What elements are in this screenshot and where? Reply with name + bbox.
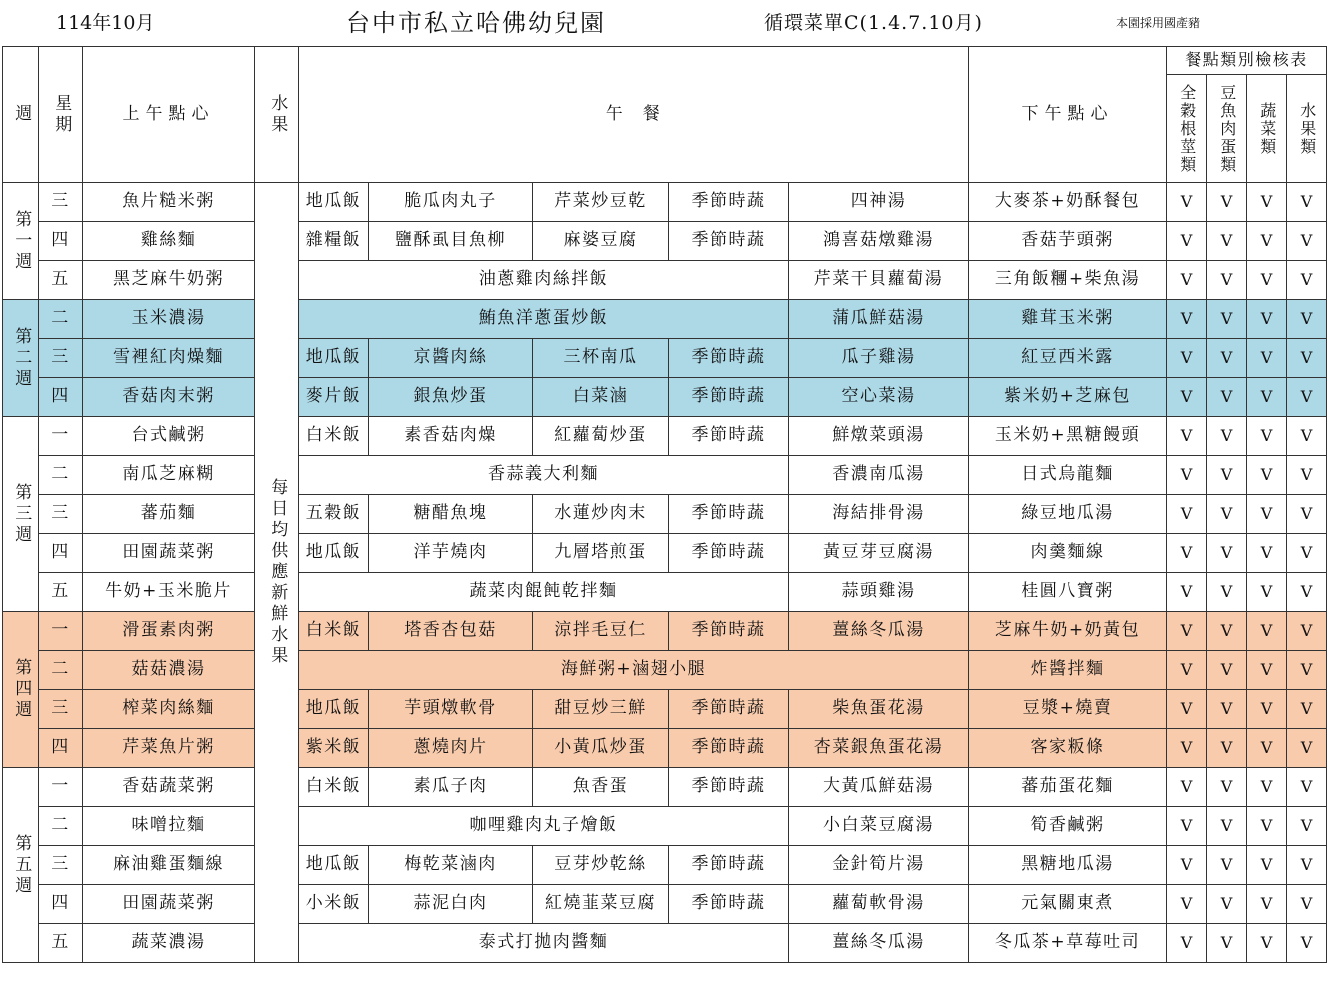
check-mark-cell: V — [1287, 456, 1327, 495]
soup-cell: 金針筍片湯 — [789, 846, 969, 885]
am-snack-cell: 牛奶+玉米脆片 — [83, 573, 255, 612]
check-mark-cell: V — [1207, 690, 1247, 729]
lunch-dish-cell: 麻婆豆腐 — [533, 222, 669, 261]
lunch-dish-cell: 季節時蔬 — [669, 690, 789, 729]
lunch-dish-cell: 芹菜炒豆乾 — [533, 183, 669, 222]
lunch-dish-cell: 蒜泥白肉 — [369, 885, 533, 924]
check-mark-cell: V — [1287, 378, 1327, 417]
am-snack-cell: 芹菜魚片粥 — [83, 729, 255, 768]
day-cell: 三 — [39, 495, 83, 534]
lunch-dish-cell: 脆瓜肉丸子 — [369, 183, 533, 222]
am-snack-cell: 南瓜芝麻糊 — [83, 456, 255, 495]
sheet-header — [0, 0, 1331, 46]
check-mark-cell: V — [1287, 261, 1327, 300]
lunch-dish-cell: 白米飯 — [299, 612, 369, 651]
check-mark-cell: V — [1207, 924, 1247, 963]
lunch-dish-cell: 季節時蔬 — [669, 378, 789, 417]
lunch-dish-cell: 季節時蔬 — [669, 183, 789, 222]
am-snack-cell: 台式鹹粥 — [83, 417, 255, 456]
lunch-dish-cell: 地瓜飯 — [299, 183, 369, 222]
check-mark-cell: V — [1247, 729, 1287, 768]
check-mark-cell: V — [1287, 807, 1327, 846]
am-snack-cell: 香菇蔬菜粥 — [83, 768, 255, 807]
soup-cell: 大黃瓜鮮菇湯 — [789, 768, 969, 807]
check-mark-cell: V — [1247, 612, 1287, 651]
pm-snack-cell: 筍香鹹粥 — [969, 807, 1167, 846]
lunch-dish-cell: 季節時蔬 — [669, 495, 789, 534]
lunch-combined-cell: 海鮮粥+滷翅小腿 — [299, 651, 969, 690]
check-mark-cell: V — [1167, 300, 1207, 339]
pork-origin-note: 本園採用國產豬 — [1116, 16, 1201, 30]
pm-snack-cell: 玉米奶+黑糖饅頭 — [969, 417, 1167, 456]
pm-snack-cell: 豆漿+燒賣 — [969, 690, 1167, 729]
lunch-dish-cell: 紅燒韮菜豆腐 — [533, 885, 669, 924]
lunch-dish-cell: 糖醋魚塊 — [369, 495, 533, 534]
am-snack-cell: 黑芝麻牛奶粥 — [83, 261, 255, 300]
check-mark-cell: V — [1247, 261, 1287, 300]
col-header-check-1: 豆魚肉蛋類 — [1207, 75, 1247, 183]
lunch-combined-cell: 咖哩雞肉丸子燴飯 — [299, 807, 789, 846]
lunch-dish-cell: 季節時蔬 — [669, 846, 789, 885]
check-mark-cell: V — [1207, 378, 1247, 417]
lunch-dish-cell: 涼拌毛豆仁 — [533, 612, 669, 651]
check-mark-cell: V — [1167, 222, 1207, 261]
col-header-check-3: 水果類 — [1287, 75, 1327, 183]
check-mark-cell: V — [1287, 183, 1327, 222]
lunch-dish-cell: 小黃瓜炒蛋 — [533, 729, 669, 768]
check-mark-cell: V — [1207, 768, 1247, 807]
lunch-combined-cell: 香蒜義大利麵 — [299, 456, 789, 495]
check-mark-cell: V — [1247, 417, 1287, 456]
lunch-dish-cell: 季節時蔬 — [669, 885, 789, 924]
day-cell: 二 — [39, 456, 83, 495]
am-snack-cell: 滑蛋素肉粥 — [83, 612, 255, 651]
check-mark-cell: V — [1247, 339, 1287, 378]
lunch-dish-cell: 梅乾菜滷肉 — [369, 846, 533, 885]
school-title: 台中市私立哈佛幼兒園 — [346, 9, 606, 37]
check-mark-cell: V — [1247, 183, 1287, 222]
am-snack-cell: 魚片糙米粥 — [83, 183, 255, 222]
pm-snack-cell: 元氣關東煮 — [969, 885, 1167, 924]
lunch-combined-cell: 鮪魚洋蔥蛋炒飯 — [299, 300, 789, 339]
pm-snack-cell: 冬瓜茶+草莓吐司 — [969, 924, 1167, 963]
col-header-check-group: 餐點類別檢核表 — [1167, 47, 1327, 75]
check-mark-cell: V — [1247, 573, 1287, 612]
check-mark-cell: V — [1207, 534, 1247, 573]
lunch-dish-cell: 季節時蔬 — [669, 339, 789, 378]
check-mark-cell: V — [1247, 846, 1287, 885]
fruit-note: 每日均供應新鮮水果 — [255, 183, 299, 963]
check-mark-cell: V — [1287, 612, 1327, 651]
check-mark-cell: V — [1287, 729, 1327, 768]
check-mark-cell: V — [1167, 651, 1207, 690]
soup-cell: 瓜子雞湯 — [789, 339, 969, 378]
col-header-week: 週 — [3, 47, 39, 183]
lunch-dish-cell: 白米飯 — [299, 768, 369, 807]
lunch-dish-cell: 地瓜飯 — [299, 690, 369, 729]
check-mark-cell: V — [1207, 417, 1247, 456]
am-snack-cell: 田園蔬菜粥 — [83, 885, 255, 924]
check-mark-cell: V — [1207, 222, 1247, 261]
check-mark-cell: V — [1287, 417, 1327, 456]
col-header-day: 星期 — [39, 47, 83, 183]
soup-cell: 小白菜豆腐湯 — [789, 807, 969, 846]
pm-snack-cell: 紅豆西米露 — [969, 339, 1167, 378]
lunch-dish-cell: 季節時蔬 — [669, 729, 789, 768]
check-mark-cell: V — [1287, 924, 1327, 963]
check-mark-cell: V — [1167, 339, 1207, 378]
lunch-dish-cell: 小米飯 — [299, 885, 369, 924]
check-mark-cell: V — [1287, 339, 1327, 378]
day-cell: 五 — [39, 573, 83, 612]
soup-cell: 空心菜湯 — [789, 378, 969, 417]
lunch-dish-cell: 白米飯 — [299, 417, 369, 456]
day-cell: 四 — [39, 534, 83, 573]
check-mark-cell: V — [1167, 261, 1207, 300]
lunch-dish-cell: 季節時蔬 — [669, 612, 789, 651]
week-label-3: 第四週 — [3, 612, 39, 768]
check-mark-cell: V — [1207, 651, 1247, 690]
pm-snack-cell: 綠豆地瓜湯 — [969, 495, 1167, 534]
soup-cell: 黃豆芽豆腐湯 — [789, 534, 969, 573]
day-cell: 一 — [39, 768, 83, 807]
am-snack-cell: 麻油雞蛋麵線 — [83, 846, 255, 885]
day-cell: 四 — [39, 378, 83, 417]
lunch-dish-cell: 紫米飯 — [299, 729, 369, 768]
check-mark-cell: V — [1167, 573, 1207, 612]
lunch-dish-cell: 京醬肉絲 — [369, 339, 533, 378]
check-mark-cell: V — [1207, 612, 1247, 651]
lunch-dish-cell: 鹽酥虱目魚柳 — [369, 222, 533, 261]
check-mark-cell: V — [1207, 300, 1247, 339]
pm-snack-cell: 客家粄條 — [969, 729, 1167, 768]
week-label-2: 第三週 — [3, 417, 39, 612]
pm-snack-cell: 炸醬拌麵 — [969, 651, 1167, 690]
col-header-check-2: 蔬菜類 — [1247, 75, 1287, 183]
check-mark-cell: V — [1287, 573, 1327, 612]
soup-cell: 蒜頭雞湯 — [789, 573, 969, 612]
am-snack-cell: 味噌拉麵 — [83, 807, 255, 846]
lunch-dish-cell: 季節時蔬 — [669, 534, 789, 573]
pm-snack-cell: 桂圓八寶粥 — [969, 573, 1167, 612]
lunch-dish-cell: 蔥燒肉片 — [369, 729, 533, 768]
check-mark-cell: V — [1287, 534, 1327, 573]
check-mark-cell: V — [1207, 885, 1247, 924]
check-mark-cell: V — [1167, 768, 1207, 807]
check-mark-cell: V — [1167, 534, 1207, 573]
check-mark-cell: V — [1287, 651, 1327, 690]
am-snack-cell: 雞絲麵 — [83, 222, 255, 261]
pm-snack-cell: 香菇芋頭粥 — [969, 222, 1167, 261]
week-label-1: 第二週 — [3, 300, 39, 417]
pm-snack-cell: 大麥茶+奶酥餐包 — [969, 183, 1167, 222]
check-mark-cell: V — [1207, 573, 1247, 612]
lunch-combined-cell: 蔬菜肉餛飩乾拌麵 — [299, 573, 789, 612]
pm-snack-cell: 黑糖地瓜湯 — [969, 846, 1167, 885]
check-mark-cell: V — [1207, 729, 1247, 768]
check-mark-cell: V — [1287, 846, 1327, 885]
lunch-dish-cell: 甜豆炒三鮮 — [533, 690, 669, 729]
day-cell: 三 — [39, 690, 83, 729]
check-mark-cell: V — [1167, 729, 1207, 768]
lunch-dish-cell: 銀魚炒蛋 — [369, 378, 533, 417]
lunch-dish-cell: 地瓜飯 — [299, 534, 369, 573]
am-snack-cell: 田園蔬菜粥 — [83, 534, 255, 573]
check-mark-cell: V — [1167, 378, 1207, 417]
soup-cell: 薑絲冬瓜湯 — [789, 924, 969, 963]
menu-cycle: 循環菜單C(1.4.7.10月) — [764, 12, 983, 34]
col-header-fruit: 水果 — [255, 47, 299, 183]
check-mark-cell: V — [1247, 651, 1287, 690]
lunch-dish-cell: 季節時蔬 — [669, 222, 789, 261]
check-mark-cell: V — [1167, 924, 1207, 963]
check-mark-cell: V — [1247, 456, 1287, 495]
check-mark-cell: V — [1167, 417, 1207, 456]
lunch-dish-cell: 紅蘿蔔炒蛋 — [533, 417, 669, 456]
check-mark-cell: V — [1247, 924, 1287, 963]
check-mark-cell: V — [1167, 846, 1207, 885]
pm-snack-cell: 蕃茄蛋花麵 — [969, 768, 1167, 807]
soup-cell: 香濃南瓜湯 — [789, 456, 969, 495]
check-mark-cell: V — [1287, 222, 1327, 261]
soup-cell: 四神湯 — [789, 183, 969, 222]
day-cell: 二 — [39, 651, 83, 690]
lunch-dish-cell: 素瓜子肉 — [369, 768, 533, 807]
day-cell: 五 — [39, 261, 83, 300]
week-label-0: 第一週 — [3, 183, 39, 300]
day-cell: 一 — [39, 417, 83, 456]
pm-snack-cell: 三角飯糰+柴魚湯 — [969, 261, 1167, 300]
soup-cell: 鮮燉菜頭湯 — [789, 417, 969, 456]
day-cell: 三 — [39, 339, 83, 378]
soup-cell: 杏菜銀魚蛋花湯 — [789, 729, 969, 768]
check-mark-cell: V — [1287, 690, 1327, 729]
col-header-pm-snack: 下午點心 — [969, 47, 1167, 183]
check-mark-cell: V — [1247, 300, 1287, 339]
lunch-dish-cell: 五穀飯 — [299, 495, 369, 534]
lunch-combined-cell: 油蔥雞肉絲拌飯 — [299, 261, 789, 300]
day-cell: 三 — [39, 183, 83, 222]
am-snack-cell: 蕃茄麵 — [83, 495, 255, 534]
pm-snack-cell: 肉羹麵線 — [969, 534, 1167, 573]
col-header-am-snack: 上午點心 — [83, 47, 255, 183]
pm-snack-cell: 紫米奶+芝麻包 — [969, 378, 1167, 417]
check-mark-cell: V — [1287, 885, 1327, 924]
day-cell: 四 — [39, 729, 83, 768]
day-cell: 一 — [39, 612, 83, 651]
check-mark-cell: V — [1247, 495, 1287, 534]
soup-cell: 薑絲冬瓜湯 — [789, 612, 969, 651]
week-label-4: 第五週 — [3, 768, 39, 963]
check-mark-cell: V — [1167, 612, 1207, 651]
am-snack-cell: 蔬菜濃湯 — [83, 924, 255, 963]
am-snack-cell: 玉米濃湯 — [83, 300, 255, 339]
menu-date: 114年10月 — [56, 12, 155, 34]
check-mark-cell: V — [1167, 885, 1207, 924]
lunch-dish-cell: 白菜滷 — [533, 378, 669, 417]
check-mark-cell: V — [1207, 183, 1247, 222]
lunch-dish-cell: 洋芋燒肉 — [369, 534, 533, 573]
check-mark-cell: V — [1287, 768, 1327, 807]
am-snack-cell: 菇菇濃湯 — [83, 651, 255, 690]
check-mark-cell: V — [1247, 885, 1287, 924]
lunch-dish-cell: 雜糧飯 — [299, 222, 369, 261]
day-cell: 四 — [39, 885, 83, 924]
soup-cell: 鴻喜菇燉雞湯 — [789, 222, 969, 261]
pm-snack-cell: 芝麻牛奶+奶黃包 — [969, 612, 1167, 651]
day-cell: 三 — [39, 846, 83, 885]
lunch-dish-cell: 麥片飯 — [299, 378, 369, 417]
lunch-dish-cell: 素香菇肉燥 — [369, 417, 533, 456]
lunch-dish-cell: 水蓮炒肉末 — [533, 495, 669, 534]
check-mark-cell: V — [1207, 339, 1247, 378]
check-mark-cell: V — [1207, 846, 1247, 885]
am-snack-cell: 榨菜肉絲麵 — [83, 690, 255, 729]
soup-cell: 芹菜干貝蘿蔔湯 — [789, 261, 969, 300]
col-header-check-0: 全穀根莖類 — [1167, 75, 1207, 183]
lunch-dish-cell: 季節時蔬 — [669, 768, 789, 807]
check-mark-cell: V — [1247, 222, 1287, 261]
lunch-dish-cell: 地瓜飯 — [299, 846, 369, 885]
check-mark-cell: V — [1247, 378, 1287, 417]
soup-cell: 柴魚蛋花湯 — [789, 690, 969, 729]
day-cell: 四 — [39, 222, 83, 261]
check-mark-cell: V — [1167, 495, 1207, 534]
lunch-dish-cell: 魚香蛋 — [533, 768, 669, 807]
check-mark-cell: V — [1167, 456, 1207, 495]
lunch-dish-cell: 芋頭燉軟骨 — [369, 690, 533, 729]
check-mark-cell: V — [1247, 807, 1287, 846]
day-cell: 五 — [39, 924, 83, 963]
check-mark-cell: V — [1207, 495, 1247, 534]
pm-snack-cell: 雞茸玉米粥 — [969, 300, 1167, 339]
check-mark-cell: V — [1247, 690, 1287, 729]
check-mark-cell: V — [1167, 690, 1207, 729]
lunch-dish-cell: 九層塔煎蛋 — [533, 534, 669, 573]
lunch-dish-cell: 塔香杏包菇 — [369, 612, 533, 651]
soup-cell: 蒲瓜鮮菇湯 — [789, 300, 969, 339]
check-mark-cell: V — [1287, 300, 1327, 339]
check-mark-cell: V — [1207, 456, 1247, 495]
day-cell: 二 — [39, 300, 83, 339]
check-mark-cell: V — [1247, 534, 1287, 573]
check-mark-cell: V — [1207, 807, 1247, 846]
menu-table — [2, 46, 1327, 963]
day-cell: 二 — [39, 807, 83, 846]
soup-cell: 海結排骨湯 — [789, 495, 969, 534]
check-mark-cell: V — [1207, 261, 1247, 300]
col-header-lunch: 午 餐 — [299, 47, 969, 183]
am-snack-cell: 香菇肉末粥 — [83, 378, 255, 417]
check-mark-cell: V — [1247, 768, 1287, 807]
lunch-dish-cell: 三杯南瓜 — [533, 339, 669, 378]
lunch-dish-cell: 豆芽炒乾絲 — [533, 846, 669, 885]
lunch-combined-cell: 泰式打拋肉醬麵 — [299, 924, 789, 963]
check-mark-cell: V — [1167, 183, 1207, 222]
soup-cell: 蘿蔔軟骨湯 — [789, 885, 969, 924]
am-snack-cell: 雪裡紅肉燥麵 — [83, 339, 255, 378]
lunch-dish-cell: 地瓜飯 — [299, 339, 369, 378]
check-mark-cell: V — [1287, 495, 1327, 534]
pm-snack-cell: 日式烏龍麵 — [969, 456, 1167, 495]
check-mark-cell: V — [1167, 807, 1207, 846]
lunch-dish-cell: 季節時蔬 — [669, 417, 789, 456]
